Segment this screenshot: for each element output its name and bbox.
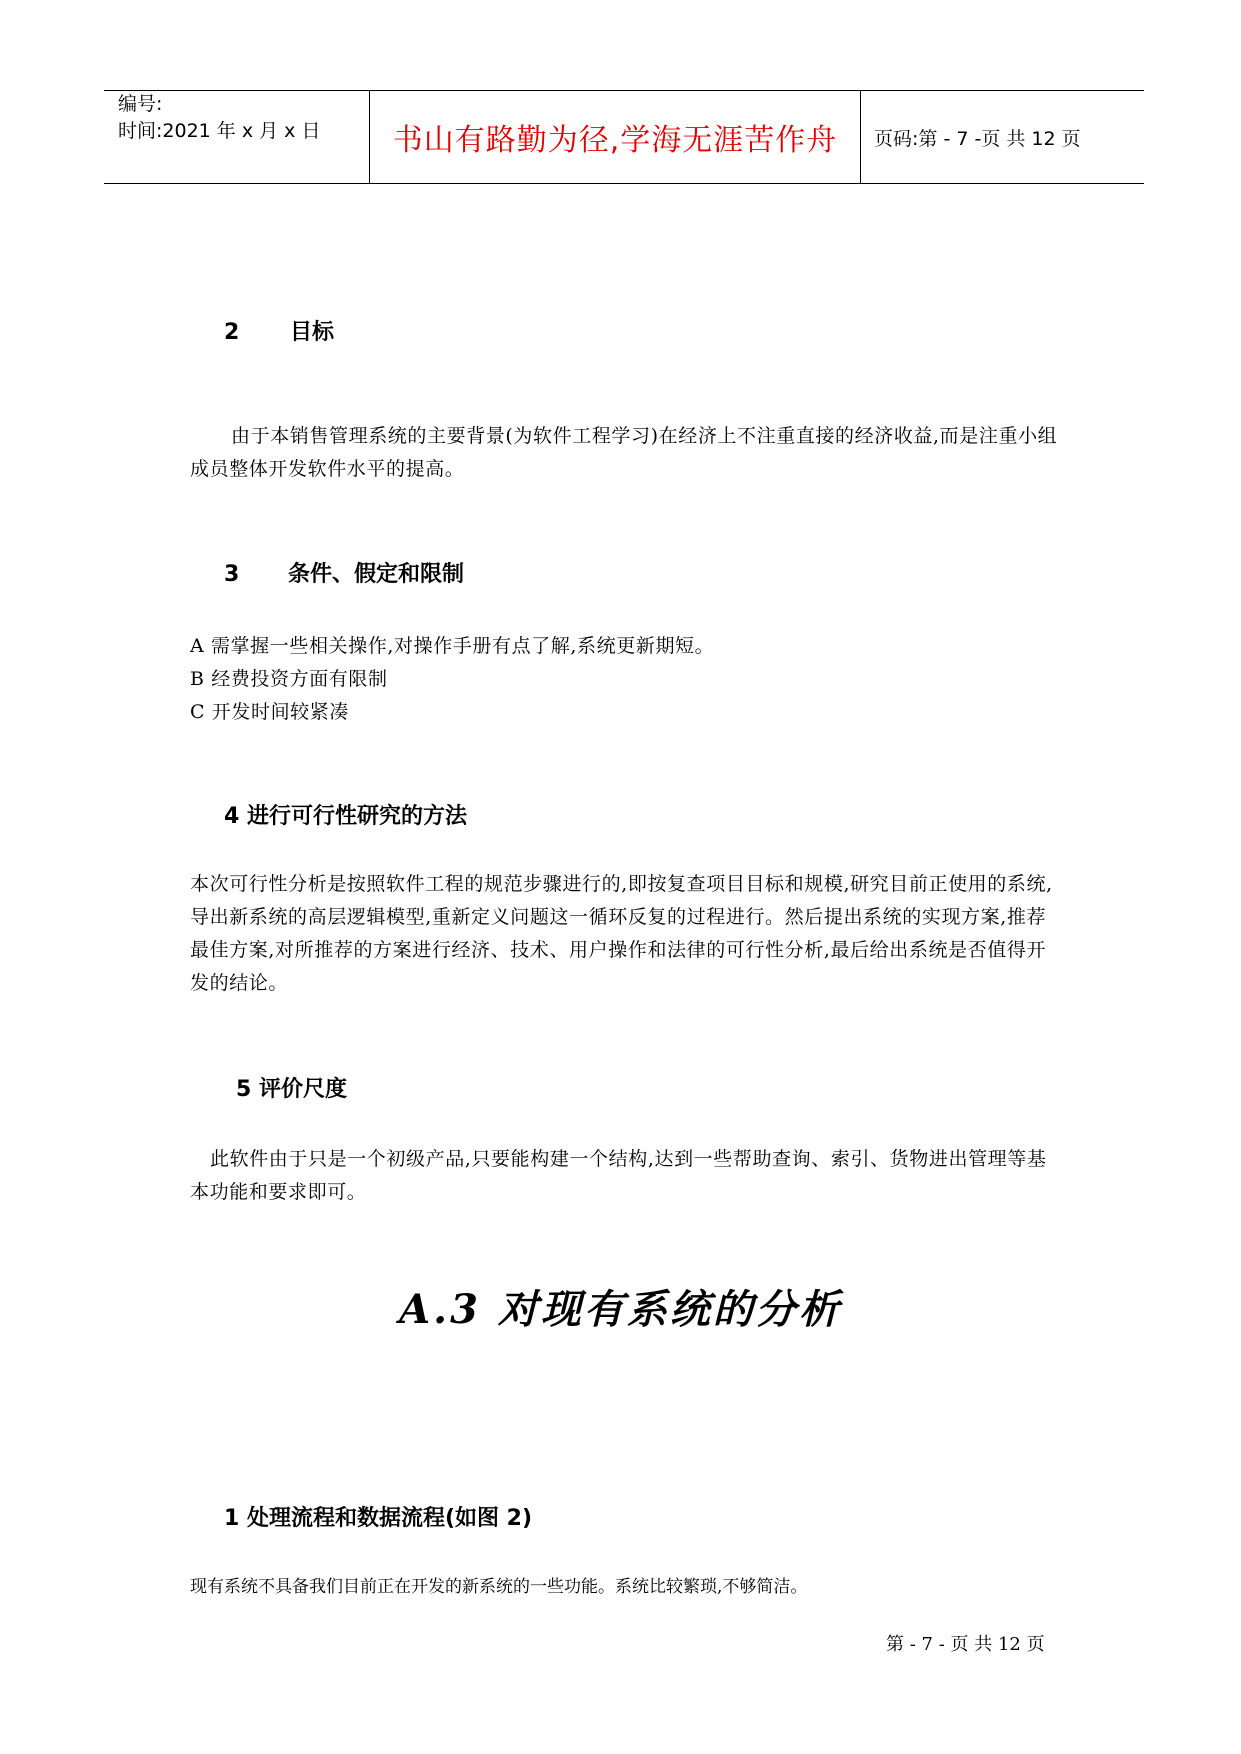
section-4-body: 本次可行性分析是按照软件工程的规范步骤进行的,即按复查项目目标和规模,研究目前正使用的系统,导出新系统的高层逻辑模型,重新定义问题这一循环反复的过程进行。然后提出系统的实现方案,推荐最佳方案,对所推荐的方案进行经济、技术、用户操作和法律的可行性分析,最后给出系统是否值得开发的结论。 [190, 873, 1053, 994]
header-page-number: 页码:第 - 7 -页 共 12 页 [874, 127, 1081, 150]
doc-number-label: 编号: [118, 93, 163, 115]
section-a3-1-title: 1 处理流程和数据流程(如图 2) [224, 1506, 533, 1531]
section-4-title: 4 进行可行性研究的方法 [224, 804, 467, 829]
section-5-title: 5 评价尺度 [236, 1077, 347, 1102]
section-2-title: 目标 [290, 320, 335, 345]
list-item: B 经费投资方面有限制 [190, 668, 388, 690]
section-2-number: 2 [224, 320, 240, 345]
list-item: A 需掌握一些相关操作,对操作手册有点了解,系统更新期短。 [190, 635, 715, 657]
section-5-body: 此软件由于只是一个初级产品,只要能构建一个结构,达到一些帮助查询、索引、货物进出管理等基本功能和要求即可。 [190, 1148, 1047, 1203]
page-footer: 第 - 7 - 页 共 12 页 [886, 1634, 1045, 1655]
list-item: C 开发时间较紧凑 [190, 701, 349, 723]
section-3-title: 条件、假定和限制 [288, 562, 465, 587]
section-3-list [190, 630, 1060, 729]
section-3-number: 3 [224, 562, 240, 587]
header-motto: 书山有路勤为径,学海无涯苦作舟 [392, 123, 838, 158]
section-a3-1-body: 现有系统不具备我们目前正在开发的新系统的一些功能。系统比较繁琐,不够简洁。 [190, 1577, 808, 1597]
header-info [118, 91, 320, 145]
header-divider [860, 91, 861, 183]
chapter-title: A.3 对现有系统的分析 [399, 1286, 842, 1333]
page-header [104, 90, 1144, 184]
section-2-body: 由于本销售管理系统的主要背景(为软件工程学习)在经济上不注重直接的经济收益,而是注重小组成员整体开发软件水平的提高。 [190, 425, 1058, 480]
doc-time-label: 时间:2021 年 x 月 x 日 [118, 120, 321, 142]
